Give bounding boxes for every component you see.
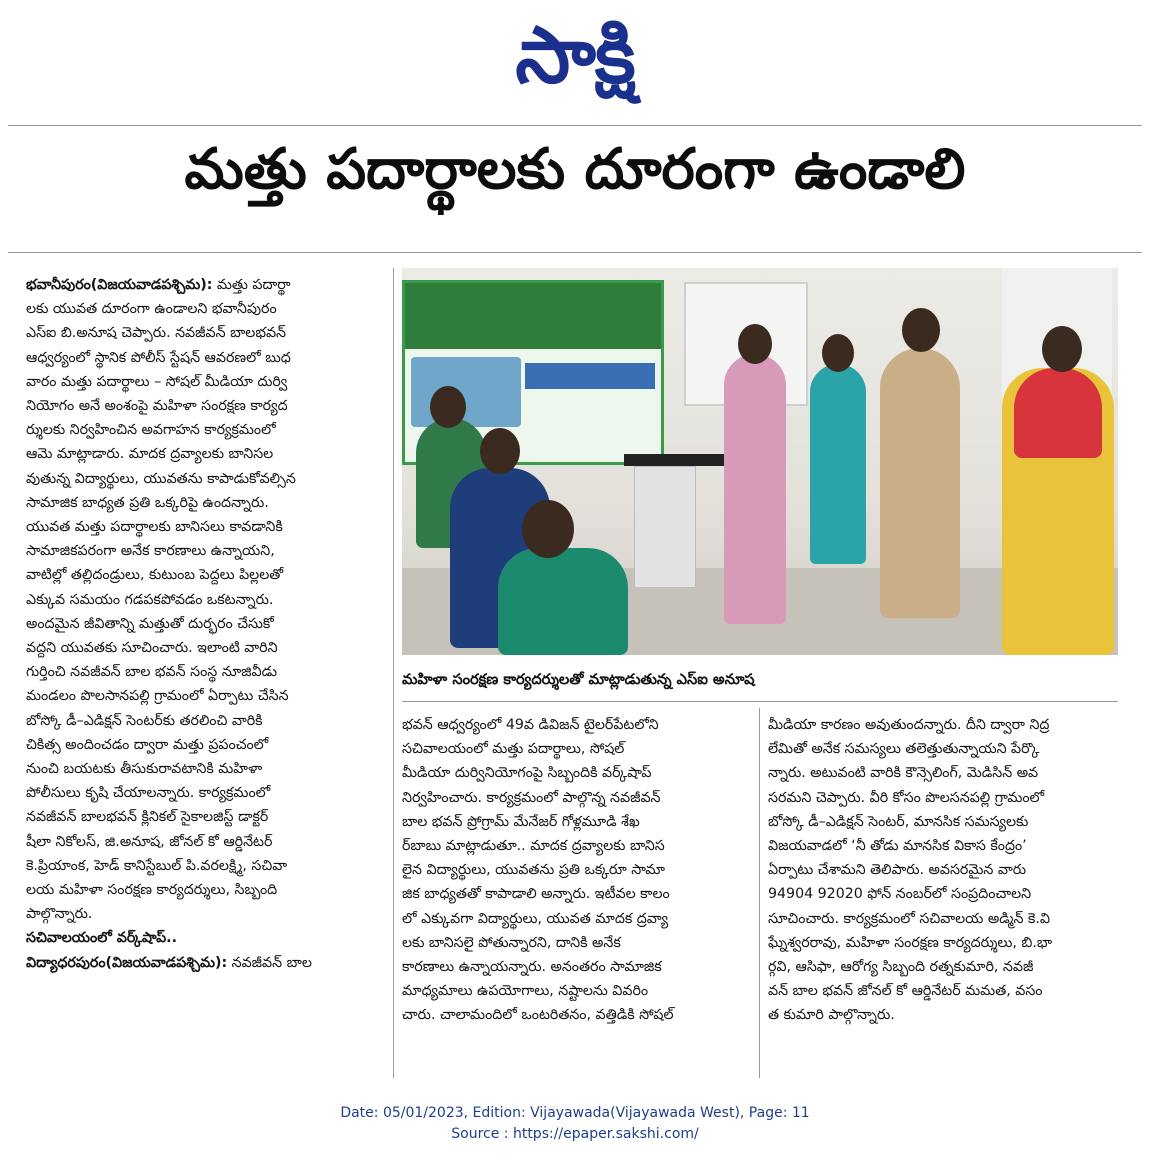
person-seated-1-head — [430, 386, 466, 428]
person-red-top — [1014, 368, 1102, 458]
dateline-2: విద్యాధరపురం(విజయవాడపశ్చిమ): — [26, 954, 228, 971]
sakshi-logo: సాక్షి — [515, 11, 635, 101]
dateline: భవానీపురం(విజయవాడపశ్చిమ): — [26, 277, 213, 293]
person-yellow-saree-head — [1042, 326, 1082, 372]
masthead — [0, 6, 1150, 106]
headline-bottom-rule — [8, 252, 1142, 253]
headline-top-rule — [8, 125, 1142, 126]
caption-rule — [402, 701, 1118, 702]
photo-cabinet — [634, 466, 696, 588]
article-column-2: భవన్ ఆధ్వర్యంలో 49వ డివిజన్ టైలర్‌పేటలోని సచివాలయంలో మత్తు పదార్థాలు, సోషల్ మీడియా దుర్వినియోగంపై సిబ్బందికి వర్క్‌షాప్ నిర్వహించారు. కార్యక్రమంలో పాల్గొన్న నవజీవన్ బాల భవన్ ప్రోగ్రామ్ మేనేజర్ గోళ్లమూడి శేఖ ర్‌బాబు మాట్లాడుతూ.. మాదక ద్రవ్యాలకు బానిస లైన విద్యార్థులు, యువతను ప్రతి ఒక్కరూ సామా జిక బాధ్యతతో కాపాడాలి అన్నారు. ఇటీవల కాలం లో ఎక్కువగా విద్యార్థులు, యువత మాదక ద్రవ్యా లకు బానిసలై పోతున్నారని, దానికి అనేక కారణాలు ఉన్నాయన్నారు. అనంతరం సామాజిక మాధ్యమాలు ఉపయోగాలు, నష్టాలను వివరిం చారు. చాలామందిలో ఒంటరితనం, వత్తిడికి సోషల్ — [402, 717, 674, 1024]
person-seated-2-head — [480, 428, 520, 474]
photo-caption: మహిళా సంరక్షణ కార్యదర్శులతో మాట్లాడుతున్న ఎస్‌ఐ అనూష — [402, 671, 755, 688]
article-column-1 — [26, 273, 386, 1073]
article-column-3: మీడియా కారణం అవుతుందన్నారు. దీని ద్వారా నిద్ర లేమితో అనేక సమస్యలు తలెత్తుతున్నాయని పేర్కొ న్నారు. అటువంటి వారికి కౌన్సెలింగ్, మెడిసిన్ అవ సరమని చెప్పారు. వీరి కోసం పొలసనపల్లి గ్రామంలో బోస్కో డీ–ఎడిక్షన్ సెంటర్, మానసిక సమస్యలకు విజయవాడలో ‘నీ తోడు మానసిక వికాస కేంద్రం’ ఏర్పాటు చేశామని తెలిపారు. అవసరమైన వారు 94904 92020 ఫోన్ నంబర్‌లో సంప్రదించాలని సూచించారు. కార్యక్రమంలో సచివాలయ అడ్మిన్ కె.వి ఘ్నేశ్వరరావు, మహిళా సంరక్షణ కార్యదర్శులు, బి.భా ర్గవి, ఆసిఫా, ఆరోగ్య సిబ్బంది రత్నకుమారి, నవజీ వన్ బాల భవన్ జోనల్ కో ఆర్డినేటర్ మమత, వసం త కుమారి పాల్గొన్నారు. — [768, 717, 1053, 1024]
person-seated-3 — [498, 548, 628, 655]
banner-image-area — [411, 357, 521, 427]
subheading: సచివాలయంలో వర్క్‌షాప్.. — [26, 930, 177, 947]
footer-date-edition: Date: 05/01/2023, Edition: Vijayawada(Vijayawada West), Page: 11 — [340, 1105, 810, 1121]
person-pink-saree — [724, 354, 786, 624]
person-pink-saree-head — [738, 324, 772, 364]
column-1-tail: నవజీవన్ బాల — [227, 954, 312, 971]
footer-source[interactable]: Source : https://epaper.sakshi.com/ — [451, 1126, 699, 1142]
banner-label-area — [525, 363, 655, 389]
person-seated-3-head — [522, 500, 574, 558]
column-1-body: మత్తు పదార్థా లకు యువత దూరంగా ఉండాలని భవానీపురం ఎస్‌ఐ బి.అనూష చెప్పారు. నవజీవన్ బాలభవన్ ఆధ్వర్యంలో స్థానిక పోలీస్ స్టేషన్ ఆవరణలో బుధ వారం మత్తు పదార్థాలు – సోషల్ మీడియా దుర్వి నియోగం అనే అంశంపై మహిళా సంరక్షణ కార్యద ర్శులకు నిర్వహించిన అవగాహన కార్యక్రమంలో ఆమె మాట్లాడారు. మాదక ద్రవ్యాలకు బానిసల వుతున్న విద్యార్థులు, యువతను కాపాడుకోవల్సిన సామాజిక బాధ్యత ప్రతి ఒక్కరిపై ఉందన్నారు. యువత మత్తు పదార్థాలకు బానిసలు కావడానికి సామాజికపరంగా అనేక కారణాలు ఉన్నాయని, వాటిల్లో తల్లిదండ్రులు, కుటుంబ పెద్దలు పిల్లలతో ఎక్కువ సమయం గడపకపోవడం ఒకటన్నారు. అందమైన జీవితాన్ని మత్తుతో దుర్భరం చేసుకో వద్దని యువతకు సూచించారు. ఇలాంటి వారిని గుర్తించి నవజీవన్ బాల భవన్ సంస్థ నూజివీడు మండలం పొలసానపల్లి గ్రామంలో ఏర్పాటు చేసిన బోస్కో డీ–ఎడిక్షన్ సెంటర్‌కు తరలించి వారికి చికిత్స అందించడం ద్వారా మత్తు ప్రపంచంలో నుంచి బయటకు తీసుకురావటానికి మహిళా పోలీసులు కృషి చేయాలన్నారు. కార్యక్రమంలో నవజీవన్ బాలభవన్ క్లినికల్ సైకాలజిస్ట్ డాక్టర్ షీలా నికోలస్, జి.అనూష, జోనల్ కో ఆర్డినేటర్ కె.ప్రియాంక, హెడ్ కానిస్టేబుల్ పి.వరలక్ష్మి, సచివా లయ మహిళా సంరక్షణ కార్యదర్శులు, సిబ్బంది పాల్గొన్నారు. — [26, 277, 296, 923]
column-divider-2 — [759, 708, 760, 1078]
person-teal-dress — [810, 364, 866, 564]
news-photo — [402, 268, 1118, 655]
person-teal-dress-head — [822, 334, 854, 372]
person-police-officer — [880, 348, 960, 618]
banner-heading-area — [405, 283, 661, 349]
column-divider-1 — [393, 268, 394, 1078]
headline: మత్తు పదార్థాలకు దూరంగా ఉండాలి — [184, 137, 966, 202]
footer — [0, 1103, 1150, 1145]
person-police-officer-head — [902, 308, 940, 352]
